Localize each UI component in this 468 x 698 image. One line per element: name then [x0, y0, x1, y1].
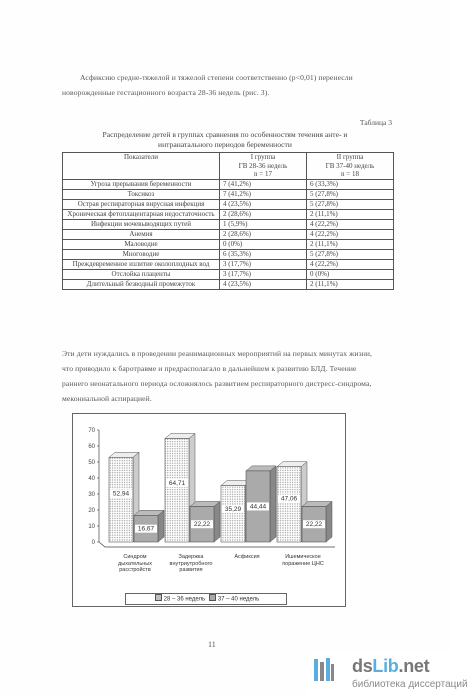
bar-value-label: 52,94: [112, 490, 130, 498]
y-tick-label: 70: [88, 428, 95, 434]
header-line: II группа: [336, 153, 364, 161]
table-cell-indicator: Маловодие: [63, 239, 220, 249]
bar-chart-canvas: [73, 414, 345, 606]
header-line: ГВ 37-40 недель: [325, 161, 375, 170]
table-cell-value: 2 (28,6%): [220, 209, 307, 219]
paragraph-line: Эти дети нуждались в проведении реанимационных мероприятий на первых минутах жизни,: [62, 349, 373, 358]
table-row: [63, 179, 394, 189]
table-row: [63, 189, 394, 199]
table-cell-value: 4 (23,5%): [220, 279, 307, 289]
bar-side: [270, 466, 276, 542]
category-label: Синдром дыхательных расстройств: [118, 554, 152, 573]
chart-legend: [125, 593, 287, 605]
paragraph-line: Асфиксию средне-тяжелой и тяжелой степени соответственно (p<0,01) перенесли: [80, 73, 353, 82]
table-header-row: [63, 153, 394, 180]
table-cell-value: 6 (33,3%): [307, 179, 394, 189]
table-cell-value: 3 (17,7%): [220, 259, 307, 269]
paragraph-line: мекониальной аспирацией.: [62, 394, 152, 403]
bar-value-label: 22,22: [193, 521, 211, 529]
pregnancy-features-table: [62, 152, 394, 290]
table-cell-indicator: Длительный безводный промежуток: [63, 279, 220, 289]
category-label: Задержка внутриутробного развития: [169, 554, 213, 573]
table-cell-indicator: Хроническая фетоплацентарная недостаточность: [63, 209, 220, 219]
y-tick-label: 10: [88, 524, 95, 530]
bar-side: [214, 501, 220, 542]
paragraph-line: что приводило к баротравме и предрасполагало в дальнейшем к развитию БЛД. Течение: [62, 364, 357, 373]
table-cell-value: 7 (41,2%): [220, 189, 307, 199]
table-cell-value: 7 (41,2%): [220, 179, 307, 189]
watermark-site-name: dsLib.net: [352, 656, 430, 676]
watermark-subtitle: библиотека диссертаций: [352, 679, 468, 690]
y-tick-label: 20: [88, 508, 95, 514]
table-cell-value: 6 (35,3%): [220, 249, 307, 259]
paragraph-asphyxia: [62, 70, 407, 100]
table-cell-value: 0 (0%): [220, 239, 307, 249]
table-row: [63, 279, 394, 289]
header-line: n = 17: [254, 170, 272, 179]
table-row: [63, 249, 394, 259]
table-cell-value: 1 (5,9%): [220, 219, 307, 229]
y-tick-label: 30: [88, 492, 95, 498]
bar-value-label: 47,06: [280, 495, 298, 503]
table-cell-indicator: Инфекции мочевыводящих путей: [63, 219, 220, 229]
x-axis-floor: [99, 542, 335, 547]
bar-series-1: [165, 438, 189, 542]
table-cell-value: 5 (27,8%): [307, 249, 394, 259]
dslib-logo-icon: [312, 656, 336, 684]
table-cell-value: 4 (22,2%): [307, 229, 394, 239]
bar-value-label: 35,29: [224, 505, 242, 513]
table-cell-indicator: Преждевременное излитие околоплодных вод: [63, 259, 220, 269]
bar-value-label: 44,44: [249, 503, 267, 511]
table-row: [63, 209, 394, 219]
table-cell-indicator: Многоводие: [63, 249, 220, 259]
y-tick-label: 0: [91, 540, 95, 546]
table-cell-indicator: Токсикоз: [63, 189, 220, 199]
header-line: n = 18: [341, 170, 359, 179]
table-cell-value: 3 (17,7%): [220, 269, 307, 279]
bar-series-1: [109, 457, 133, 542]
table-cell-value: 2 (11,1%): [307, 279, 394, 289]
category-label: Ишемическое поражение ЦНС: [282, 554, 324, 567]
table-cell-indicator: Острая респираторная вирусная инфекция: [63, 199, 220, 209]
paragraph-resuscitation: [62, 346, 404, 406]
table-cell-value: 4 (22,2%): [307, 219, 394, 229]
bar-series-1: [277, 467, 301, 542]
category-label: Асфиксия: [234, 554, 260, 560]
paragraph-line: раннего неонатального периода осложнялось развитием респираторного дистресс-синдрома,: [62, 379, 372, 388]
bar-side: [158, 510, 164, 542]
legend-label-series-2: 37 – 40 недель: [217, 596, 260, 603]
caption-line: интранатального периодов беременности: [158, 140, 292, 149]
table-cell-value: 4 (22,2%): [307, 259, 394, 269]
header-group-2: [307, 153, 394, 180]
header-line: I группа: [250, 153, 276, 161]
table-row: [63, 239, 394, 249]
table-caption: [60, 130, 390, 150]
table-row: [63, 229, 394, 239]
bar-value-label: 16,67: [137, 525, 155, 533]
table-cell-value: 2 (11,1%): [307, 239, 394, 249]
y-tick-label: 50: [88, 460, 95, 466]
legend-swatch-dots: [155, 594, 162, 601]
table-cell-value: 0 (0%): [307, 269, 394, 279]
table-number-label: Таблица 3: [359, 118, 392, 127]
dslib-watermark: [308, 652, 468, 698]
y-tick-label: 40: [88, 476, 95, 482]
caption-line: Распределение детей в группах сравнения по особенностям течения анте- и: [102, 130, 348, 139]
table-row: [63, 259, 394, 269]
table-row: [63, 219, 394, 229]
legend-swatch-grey: [209, 594, 216, 601]
table-cell-value: 4 (23,5%): [220, 199, 307, 209]
bar-series-1: [221, 486, 245, 542]
header-line: ГВ 28-36 недель: [238, 161, 288, 170]
table-row: [63, 199, 394, 209]
table-cell-value: 2 (11,1%): [307, 209, 394, 219]
bar-side: [326, 501, 332, 542]
header-group-1: [220, 153, 307, 180]
table-cell-value: 5 (27,8%): [307, 189, 394, 199]
table-cell-value: 2 (28,6%): [220, 229, 307, 239]
y-tick-label: 60: [88, 444, 95, 450]
bar-value-label: 64,71: [168, 480, 186, 488]
header-indicator: Показатели: [63, 153, 220, 180]
legend-label-series-1: 28 – 36 недель: [163, 596, 206, 603]
page-number: 11: [208, 640, 216, 649]
table-cell-indicator: Угроза прерывания беременности: [63, 179, 220, 189]
table-cell-indicator: Отслойка плаценты: [63, 269, 220, 279]
table-row: [63, 269, 394, 279]
table-cell-indicator: Анемия: [63, 229, 220, 239]
bar-value-label: 22,22: [305, 521, 323, 529]
bar-chart: [72, 413, 346, 607]
paragraph-line: новорожденные гестационного возраста 28-36 недель (рис. 3).: [62, 88, 270, 97]
table-cell-value: 5 (27,8%): [307, 199, 394, 209]
